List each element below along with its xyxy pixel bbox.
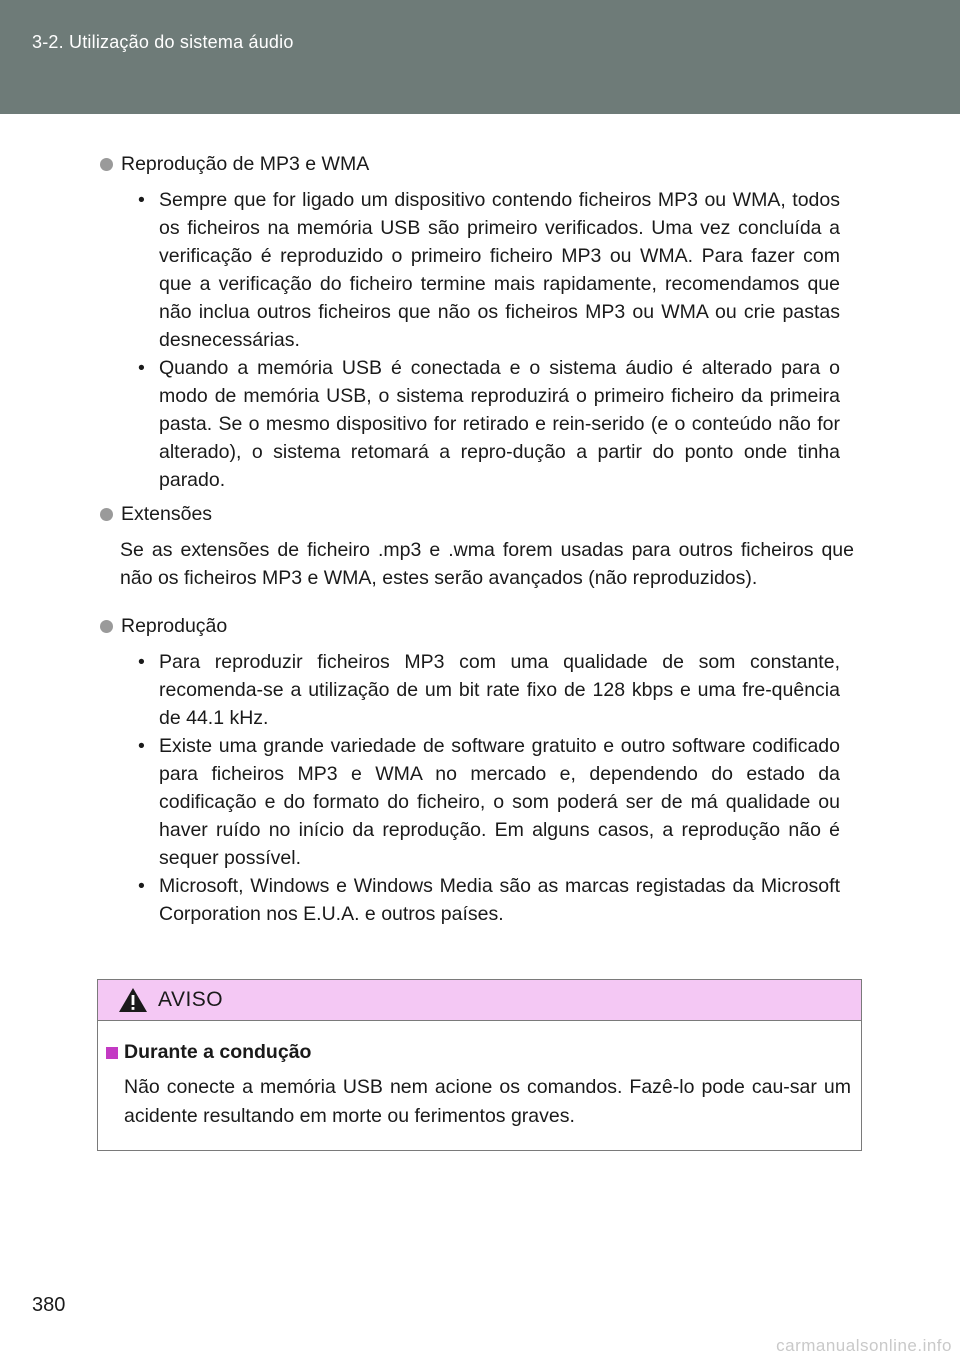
watermark: carmanualsonline.info bbox=[776, 1336, 952, 1355]
list-item bbox=[120, 354, 854, 494]
list-item-text: Microsoft, Windows e Windows Media são as marcas registadas da Microsoft Corporation nos E.U.A. e outros países. bbox=[159, 875, 840, 925]
main-content bbox=[120, 150, 854, 934]
section-heading bbox=[100, 500, 854, 528]
warning-subheading-text: Durante a condução bbox=[124, 1041, 312, 1063]
section-heading bbox=[100, 612, 854, 640]
bullet-mark: • bbox=[138, 189, 145, 211]
warning-header bbox=[98, 980, 861, 1021]
list-item bbox=[120, 872, 854, 928]
bullet-mark: • bbox=[138, 735, 145, 757]
page-number: 380 bbox=[32, 1294, 66, 1316]
header-title: 3-2. Utilização do sistema áudio bbox=[32, 32, 294, 52]
bullet-mark: • bbox=[138, 357, 145, 379]
warning-box bbox=[97, 979, 862, 1151]
list-item-text: Existe uma grande variedade de software gratuito e outro software codificado para ficheiros MP3 e WMA no mercado e, dependendo do estado da codificação e do formato do ficheiro, o som poderá ser de má qualidade ou haver ruído no início da reprodução. Em alguns casos, a reprodução não é sequer possível. bbox=[159, 735, 840, 869]
warning-label: AVISO bbox=[158, 988, 224, 1011]
dot-icon bbox=[100, 508, 113, 521]
list-item bbox=[120, 648, 854, 732]
bullet-mark: • bbox=[138, 875, 145, 897]
bullet-list bbox=[120, 648, 854, 928]
dot-icon bbox=[100, 158, 113, 171]
section-heading bbox=[100, 150, 854, 178]
warning-subheading bbox=[106, 1038, 851, 1067]
section-heading-text: Extensões bbox=[121, 503, 213, 525]
square-icon bbox=[106, 1047, 118, 1059]
list-item-text: Quando a memória USB é conectada e o sistema áudio é alterado para o modo de memória USB, o sistema reproduzirá o primeiro ficheiro da primeira pasta. Se o mesmo dispositivo for retirado e rein-serido (e o conteúdo não for alterado), o sistema retomará a repro-dução a partir do ponto onde tinha parado. bbox=[159, 357, 840, 491]
list-item bbox=[120, 186, 854, 354]
list-item-text: Sempre que for ligado um dispositivo contendo ficheiros MP3 ou WMA, todos os ficheiros na memória USB são primeiro verificados. Uma vez concluída a verificação é reproduzido o primeiro ficheiro MP3 ou WMA. Para fazer com que a verificação do ficheiro termine mais rapidamente, recomendamos que não inclua outros ficheiros que não os ficheiros MP3 ou WMA ou crie pastas desnecessárias. bbox=[159, 189, 840, 351]
section-heading-text: Reprodução de MP3 e WMA bbox=[121, 153, 370, 175]
section-heading-text: Reprodução bbox=[121, 615, 228, 637]
section-paragraph: Se as extensões de ficheiro .mp3 e .wma forem usadas para outros ficheiros que não os ficheiros MP3 e WMA, estes serão avançados (não reproduzidos). bbox=[120, 539, 854, 589]
warning-body bbox=[98, 1021, 861, 1131]
bullet-mark: • bbox=[138, 651, 145, 673]
dot-icon bbox=[100, 620, 113, 633]
list-item-text: Para reproduzir ficheiros MP3 com uma qualidade de som constante, recomenda-se a utilização de um bit rate fixo de 128 kbps e uma fre-quência de 44.1 kHz. bbox=[159, 651, 840, 729]
bullet-list bbox=[120, 186, 854, 494]
page-header bbox=[0, 0, 960, 114]
warning-text: Não conecte a memória USB nem acione os comandos. Fazê-lo pode cau-sar um acidente resultando em morte ou ferimentos graves. bbox=[124, 1076, 851, 1127]
list-item bbox=[120, 732, 854, 872]
warning-triangle-icon bbox=[118, 987, 148, 1013]
